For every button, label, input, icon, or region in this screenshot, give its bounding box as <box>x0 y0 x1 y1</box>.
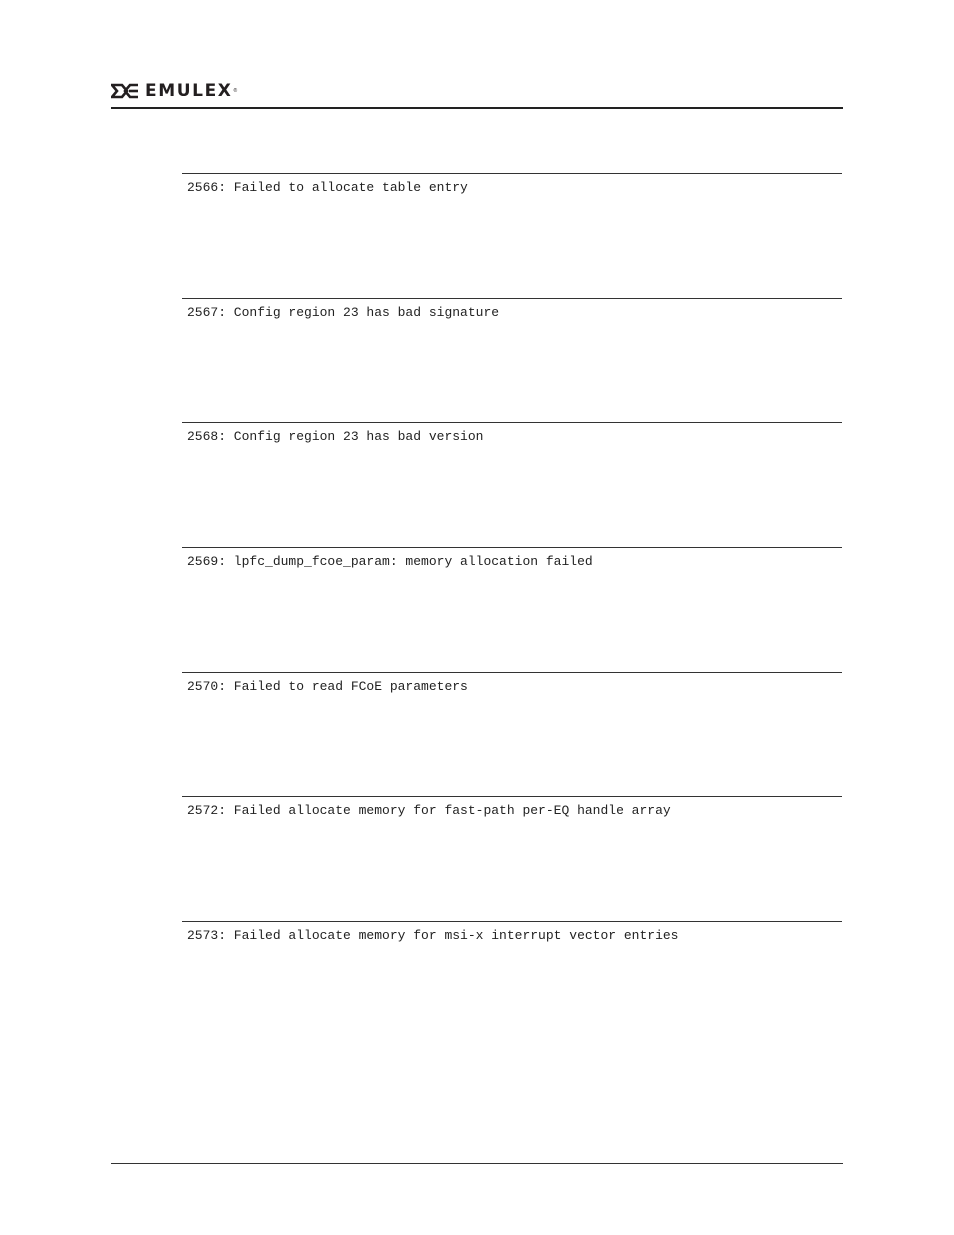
footer-divider <box>111 1163 843 1164</box>
emulex-logo-mark-icon <box>111 83 139 99</box>
message-entry <box>182 796 842 921</box>
message-list <box>182 173 842 1046</box>
brand-name: EMULEX <box>145 81 233 101</box>
message-text: 2569: lpfc_dump_fcoe_param: memory allocation failed <box>187 554 593 570</box>
message-entry <box>182 422 842 547</box>
trademark-symbol: ® <box>233 88 238 94</box>
message-text: 2570: Failed to read FCoE parameters <box>187 678 468 694</box>
emulex-logo <box>111 81 237 101</box>
page-header <box>111 78 843 109</box>
message-text: 2568: Config region 23 has bad version <box>187 429 484 445</box>
message-entry <box>182 173 842 298</box>
message-entry <box>182 672 842 797</box>
message-text: 2572: Failed allocate memory for fast-path per-EQ handle array <box>187 803 671 819</box>
message-text: 2567: Config region 23 has bad signature <box>187 304 500 320</box>
message-entry <box>182 547 842 672</box>
message-entry <box>182 921 842 1046</box>
message-text: 2573: Failed allocate memory for msi-x interrupt vector entries <box>187 928 679 944</box>
message-text: 2566: Failed to allocate table entry <box>187 180 468 195</box>
message-entry <box>182 298 842 423</box>
header-divider <box>111 107 843 109</box>
